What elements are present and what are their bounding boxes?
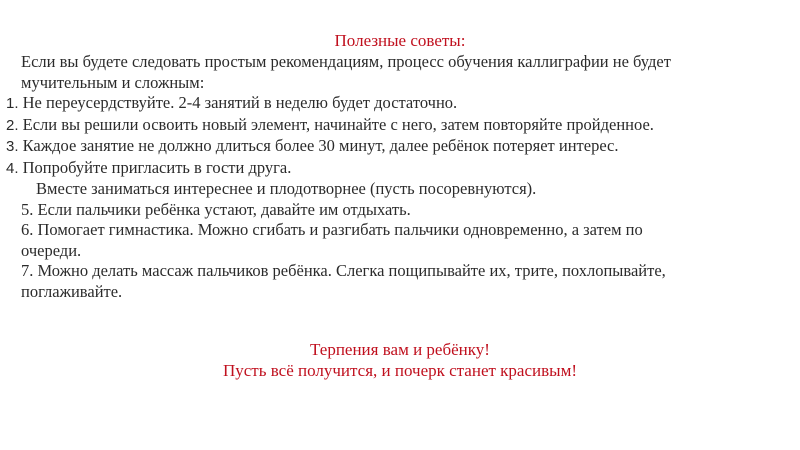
tip-text: Попробуйте пригласить в гости друга. (18, 157, 292, 177)
tip-number: 1. (6, 95, 19, 112)
tip-text: Не переусердствуйте. 2-4 занятий в неделю будет достаточно. (18, 93, 458, 112)
tip-item-3 (6, 136, 786, 158)
tip-item-4 (6, 158, 786, 180)
tip-number: 2. (6, 116, 19, 134)
tip-number: 3. (6, 138, 19, 155)
tip-item-6-line-1: 6. Помогает гимнастика. Можно сгибать и разгибать пальчики одновременно, а затем по (21, 220, 643, 239)
slide-title: Полезные советы: (334, 31, 466, 50)
closing-message (0, 340, 800, 381)
closing-line-1: Терпения вам и ребёнку! (310, 340, 490, 359)
tip-text: Если вы решили освоить новый элемент, начинайте с него, затем повторяйте пройденное. (18, 114, 654, 134)
tip-number: 4. (6, 159, 19, 177)
intro-line-2: мучительным и сложным: (21, 72, 205, 92)
tip-item-7-line-2: поглаживайте. (21, 281, 123, 301)
tip-item-4-continuation: Вместе заниматься интереснее и плодотворнее (пусть посоревнуются). (36, 179, 537, 198)
intro-line-1: Если вы будете следовать простым рекомендациям, процесс обучения каллиграфии не будет (21, 52, 671, 71)
tip-item-2 (6, 115, 786, 137)
closing-line-2: Пусть всё получится, и почерк станет красивым! (222, 360, 577, 380)
tip-item-5: 5. Если пальчики ребёнка устают, давайте им отдыхать. (21, 199, 411, 219)
tip-item-6-line-2: очереди. (21, 240, 82, 260)
tips-body (6, 52, 786, 302)
tip-item-7-line-1: 7. Можно делать массаж пальчиков ребёнка. Слегка пощипывайте их, трите, похлопывайте, (21, 261, 666, 280)
tip-item-1 (6, 93, 786, 115)
tip-text: Каждое занятие не должно длиться более 30 минут, далее ребёнок потеряет интерес. (18, 136, 619, 155)
